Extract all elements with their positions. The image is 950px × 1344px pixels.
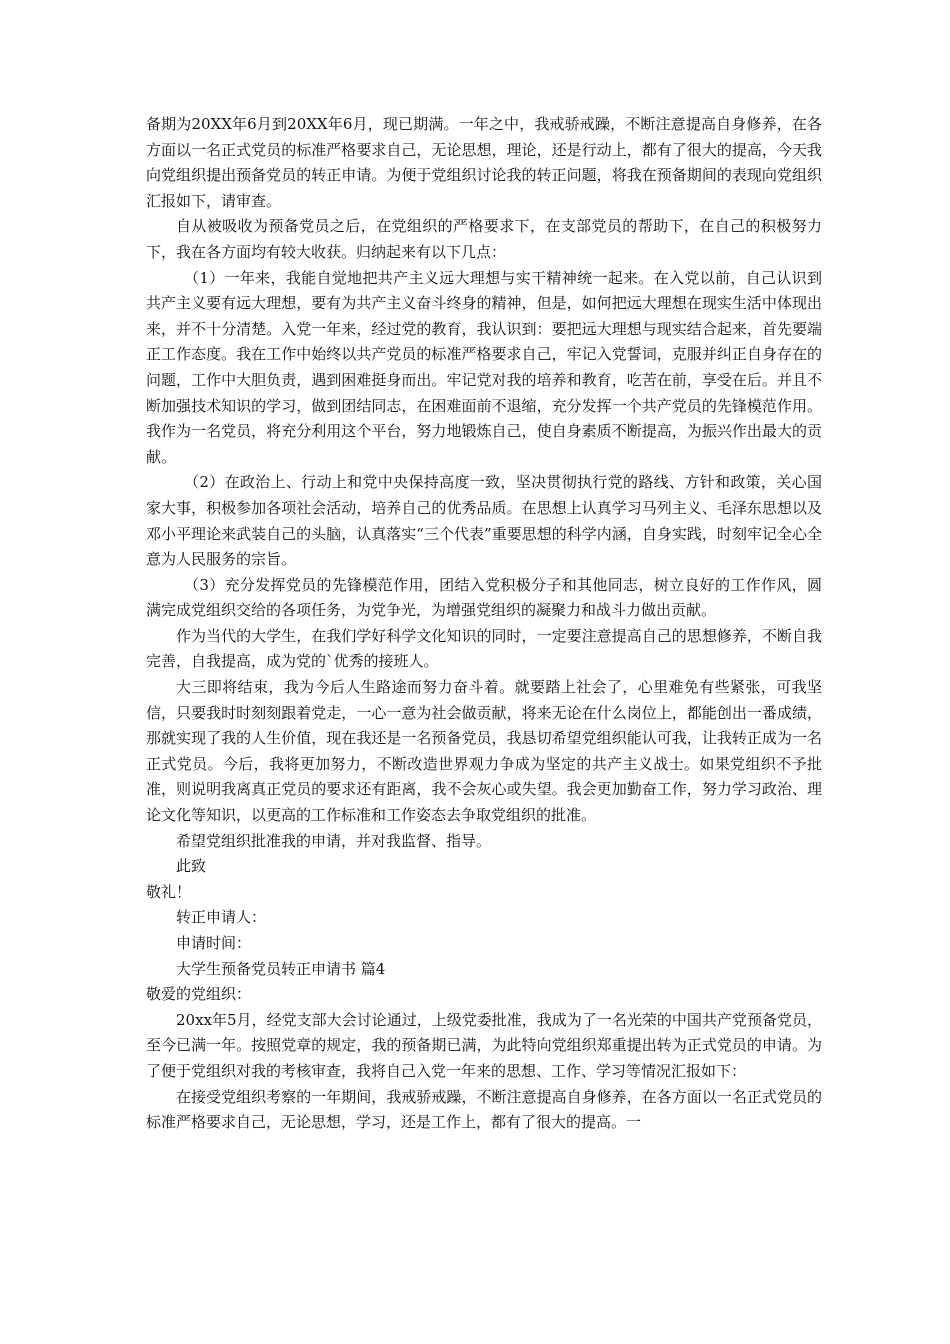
document-page (146, 112, 822, 1136)
paragraph-student-role: 作为当代的大学生，在我们学好科学文化知识的同时，一定要注意提高自己的思想修养，不断自我完善，自我提高，成为党的`优秀的接班人。 (146, 626, 822, 671)
closing-greeting: 此致 (176, 857, 207, 876)
paragraph-point-2: （2）在政治上、行动上和党中央保持高度一致，坚决贯彻执行党的路线、方针和政策，关心国家大事，积极参加各项社会活动，培养自己的优秀品质。在思想上认真学习马列主义、毛泽东思想以及邓小平理论来武装自己的头脑，认真落实“三个代表”重要思想的科学内涵，自身实践，时刻牢记全心全意为人民服务的宗旨。 (146, 473, 822, 569)
paragraph-intro-continued: 备期为20XX年6月到20XX年6月，现已期满。一年之中，我戒骄戒躁，不断注意提高自身修养，在各方面以一名正式党员的标准严格要求自己，无论思想，理论，还是行动上，都有了很大的提高，今天我向党组织提出预备党员的转正申请。为便于党组织讨论我的转正问题，将我在预备期间的表现向党组织汇报如下，请审查。 (146, 115, 822, 210)
application-date-label: 申请时间： (176, 934, 252, 952)
applicant-label: 转正申请人： (176, 908, 267, 927)
paragraph-point-1: （1）一年来，我能自觉地把共产主义远大理想与实干精神统一起来。在入党以前，自己认识到共产主义要有远大理想，要有为共产主义奋斗终身的精神，但是，如何把远大理想在现实生活中体现出来，并不十分清楚。入党一年来，经过党的教育，我认识到：要把远大理想与现实结合起来，首先要端正工作态度。我在工作中始终以共产党员的标准严格要求自己，牢记入党誓词，克服并纠正自身存在的问题，工作中大胆负责，遇到困难挺身而出。牢记党对我的培养和教育，吃苦在前，享受在后。并且不断加强技术知识的学习，做到团结同志，在困难面前不退缩，充分发挥一个共产党员的先锋模范作用。我作为一名党员，将充分利用这个平台，努力地锻炼自己，使自身素质不断提高，为振兴作出最大的贡献。 (146, 268, 822, 466)
paragraph-gains-summary: 自从被吸收为预备党员之后，在党组织的严格要求下，在支部党员的帮助下，在自己的积极努力下，我在各方面均有较大收获。归纳起来有以下几点： (146, 217, 822, 261)
paragraph-future-plans: 大三即将结束，我为今后人生路途而努力奋斗着。就要踏上社会了，心里难免有些紧张，可我坚信，只要我时时刻刻跟着党走，一心一意为社会做贡献，将来无论在什么岗位上，都能创出一番成绩，那就实现了我的人生价值，现在我还是一名预备党员，我恳切希望党组织能认可我，让我转正成为一名正式党员。今后，我将更加努力，不断改造世界观力争成为坚定的共产主义战士。如果党组织不予批准，则说明我离真正党员的要求还有距离，我不会灰心或失望。我会更加勤奋工作，努力学习政治、理论文化等知识，以更高的工作标准和工作姿态去争取党组织的批准。 (146, 678, 822, 825)
paragraph-membership-intro: 20xx年5月，经党支部大会讨论通过，上级党委批准，我成为了一名光荣的中国共产党预备党员，至今已满一年。按照党章的规定，我的预备期已满，为此特向党组织郑重提出转为正式党员的申请。为了便于党组织对我的考核审查，我将自己入党一年来的思想、工作、学习等情况汇报如下： (146, 1010, 822, 1080)
closing-salute: 敬礼！ (146, 882, 192, 901)
paragraph-request: 希望党组织批准我的申请，并对我监督、指导。 (176, 831, 492, 850)
section-title: 大学生预备党员转正申请书 篇4 (176, 959, 386, 978)
salutation: 敬爱的党组织： (146, 985, 252, 1004)
paragraph-evaluation-period: 在接受党组织考察的一年期间，我戒骄戒躁，不断注意提高自身修养，在各方面以一名正式党员的标准严格要求自己，无论思想，学习，还是工作上，都有了很大的提高。一 (146, 1087, 822, 1132)
paragraph-point-3: （3）充分发挥党员的先锋模范作用，团结入党积极分子和其他同志，树立良好的工作作风，圆满完成党组织交给的各项任务，为党争光，为增强党组织的凝聚力和战斗力做出贡献。 (146, 575, 822, 620)
